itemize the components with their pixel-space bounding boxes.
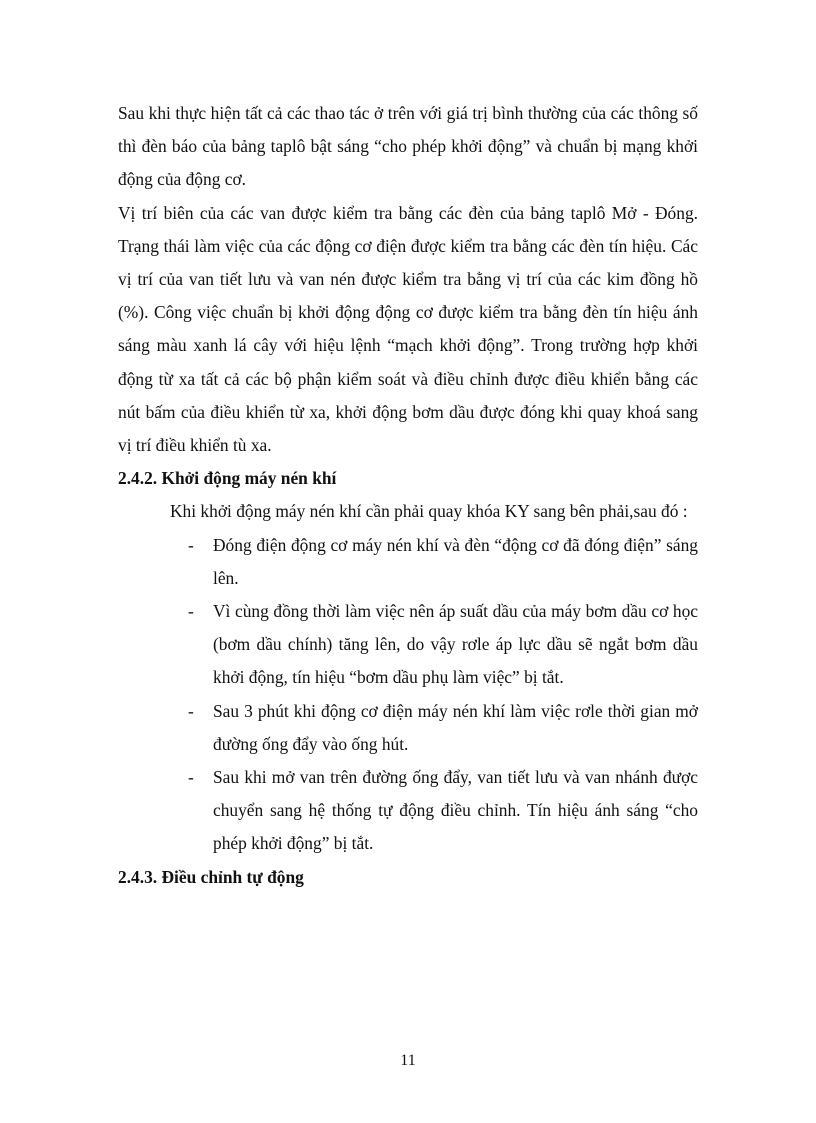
bullet-dash: - [188,767,194,788]
intro-paragraph-2: Vị trí biên của các van được kiểm tra bằng các đèn của bảng taplô Mở - Đóng. Trạng thái làm việc của các động cơ điện được kiểm tra bằng các đèn tín hiệu. Các vị trí của van tiết lưu và van nén được kiểm tra bằng vị trí của các kim đồng hồ (%). Công việc chuẩn bị khởi động động cơ được kiểm tra bằng đèn tín hiệu ánh sáng màu xanh lá cây với hiệu lệnh “mạch khởi động”. Trong trường hợp khởi động từ xa tất cả các bộ phận kiểm soát và điều chỉnh được điều khiển bằng các nút bấm của điều khiển từ xa, khởi động bơm dầu được đóng khi quay khoá sang vị trí điều khiển tù xa. [118,202,698,456]
list-item-text: Sau khi mở van trên đường ống đẩy, van tiết lưu và van nhánh được chuyển sang hệ thống tự động điều chỉnh. Tín hiệu ánh sáng “cho phép khởi động” bị tắt. [213,767,698,854]
list-item [188,695,698,761]
list-item [188,529,698,595]
procedure-list [118,529,698,861]
list-item-text: Đóng điện động cơ máy nén khí và đèn “động cơ đã đóng điện” sáng lên. [213,534,698,588]
body-text [118,97,698,894]
intro-paragraph-1: Sau khi thực hiện tất cả các thao tác ở trên với giá trị bình thường của các thông số thì đèn báo của bảng taplô bật sáng “cho phép khởi động” và chuẩn bị mạng khởi động của động cơ. [118,103,698,190]
page-number: 11 [400,1052,416,1069]
list-item-text: Vì cùng đồng thời làm việc nên áp suất dầu của máy bơm dầu cơ học (bơm dầu chính) tăng lên, do vậy rơle áp lực dầu sẽ ngắt bơm dầu khởi động, tín hiệu “bơm dầu phụ làm việc” bị tắt. [213,601,698,688]
section-heading-2-4-2: 2.4.2. Khởi động máy nén khí [118,468,337,489]
list-item [188,761,698,861]
section-heading-2-4-3: 2.4.3. Điều chỉnh tự động [118,866,304,887]
list-item-text: Sau 3 phút khi động cơ điện máy nén khí làm việc rơle thời gian mở đường ống đẩy vào ống hút. [213,700,698,754]
list-item [188,595,698,695]
bullet-dash: - [188,534,194,555]
section-lead-paragraph: Khi khởi động máy nén khí cần phải quay khóa KY sang bên phải,sau đó : [170,501,688,522]
bullet-dash: - [188,601,194,622]
bullet-dash: - [188,700,194,721]
